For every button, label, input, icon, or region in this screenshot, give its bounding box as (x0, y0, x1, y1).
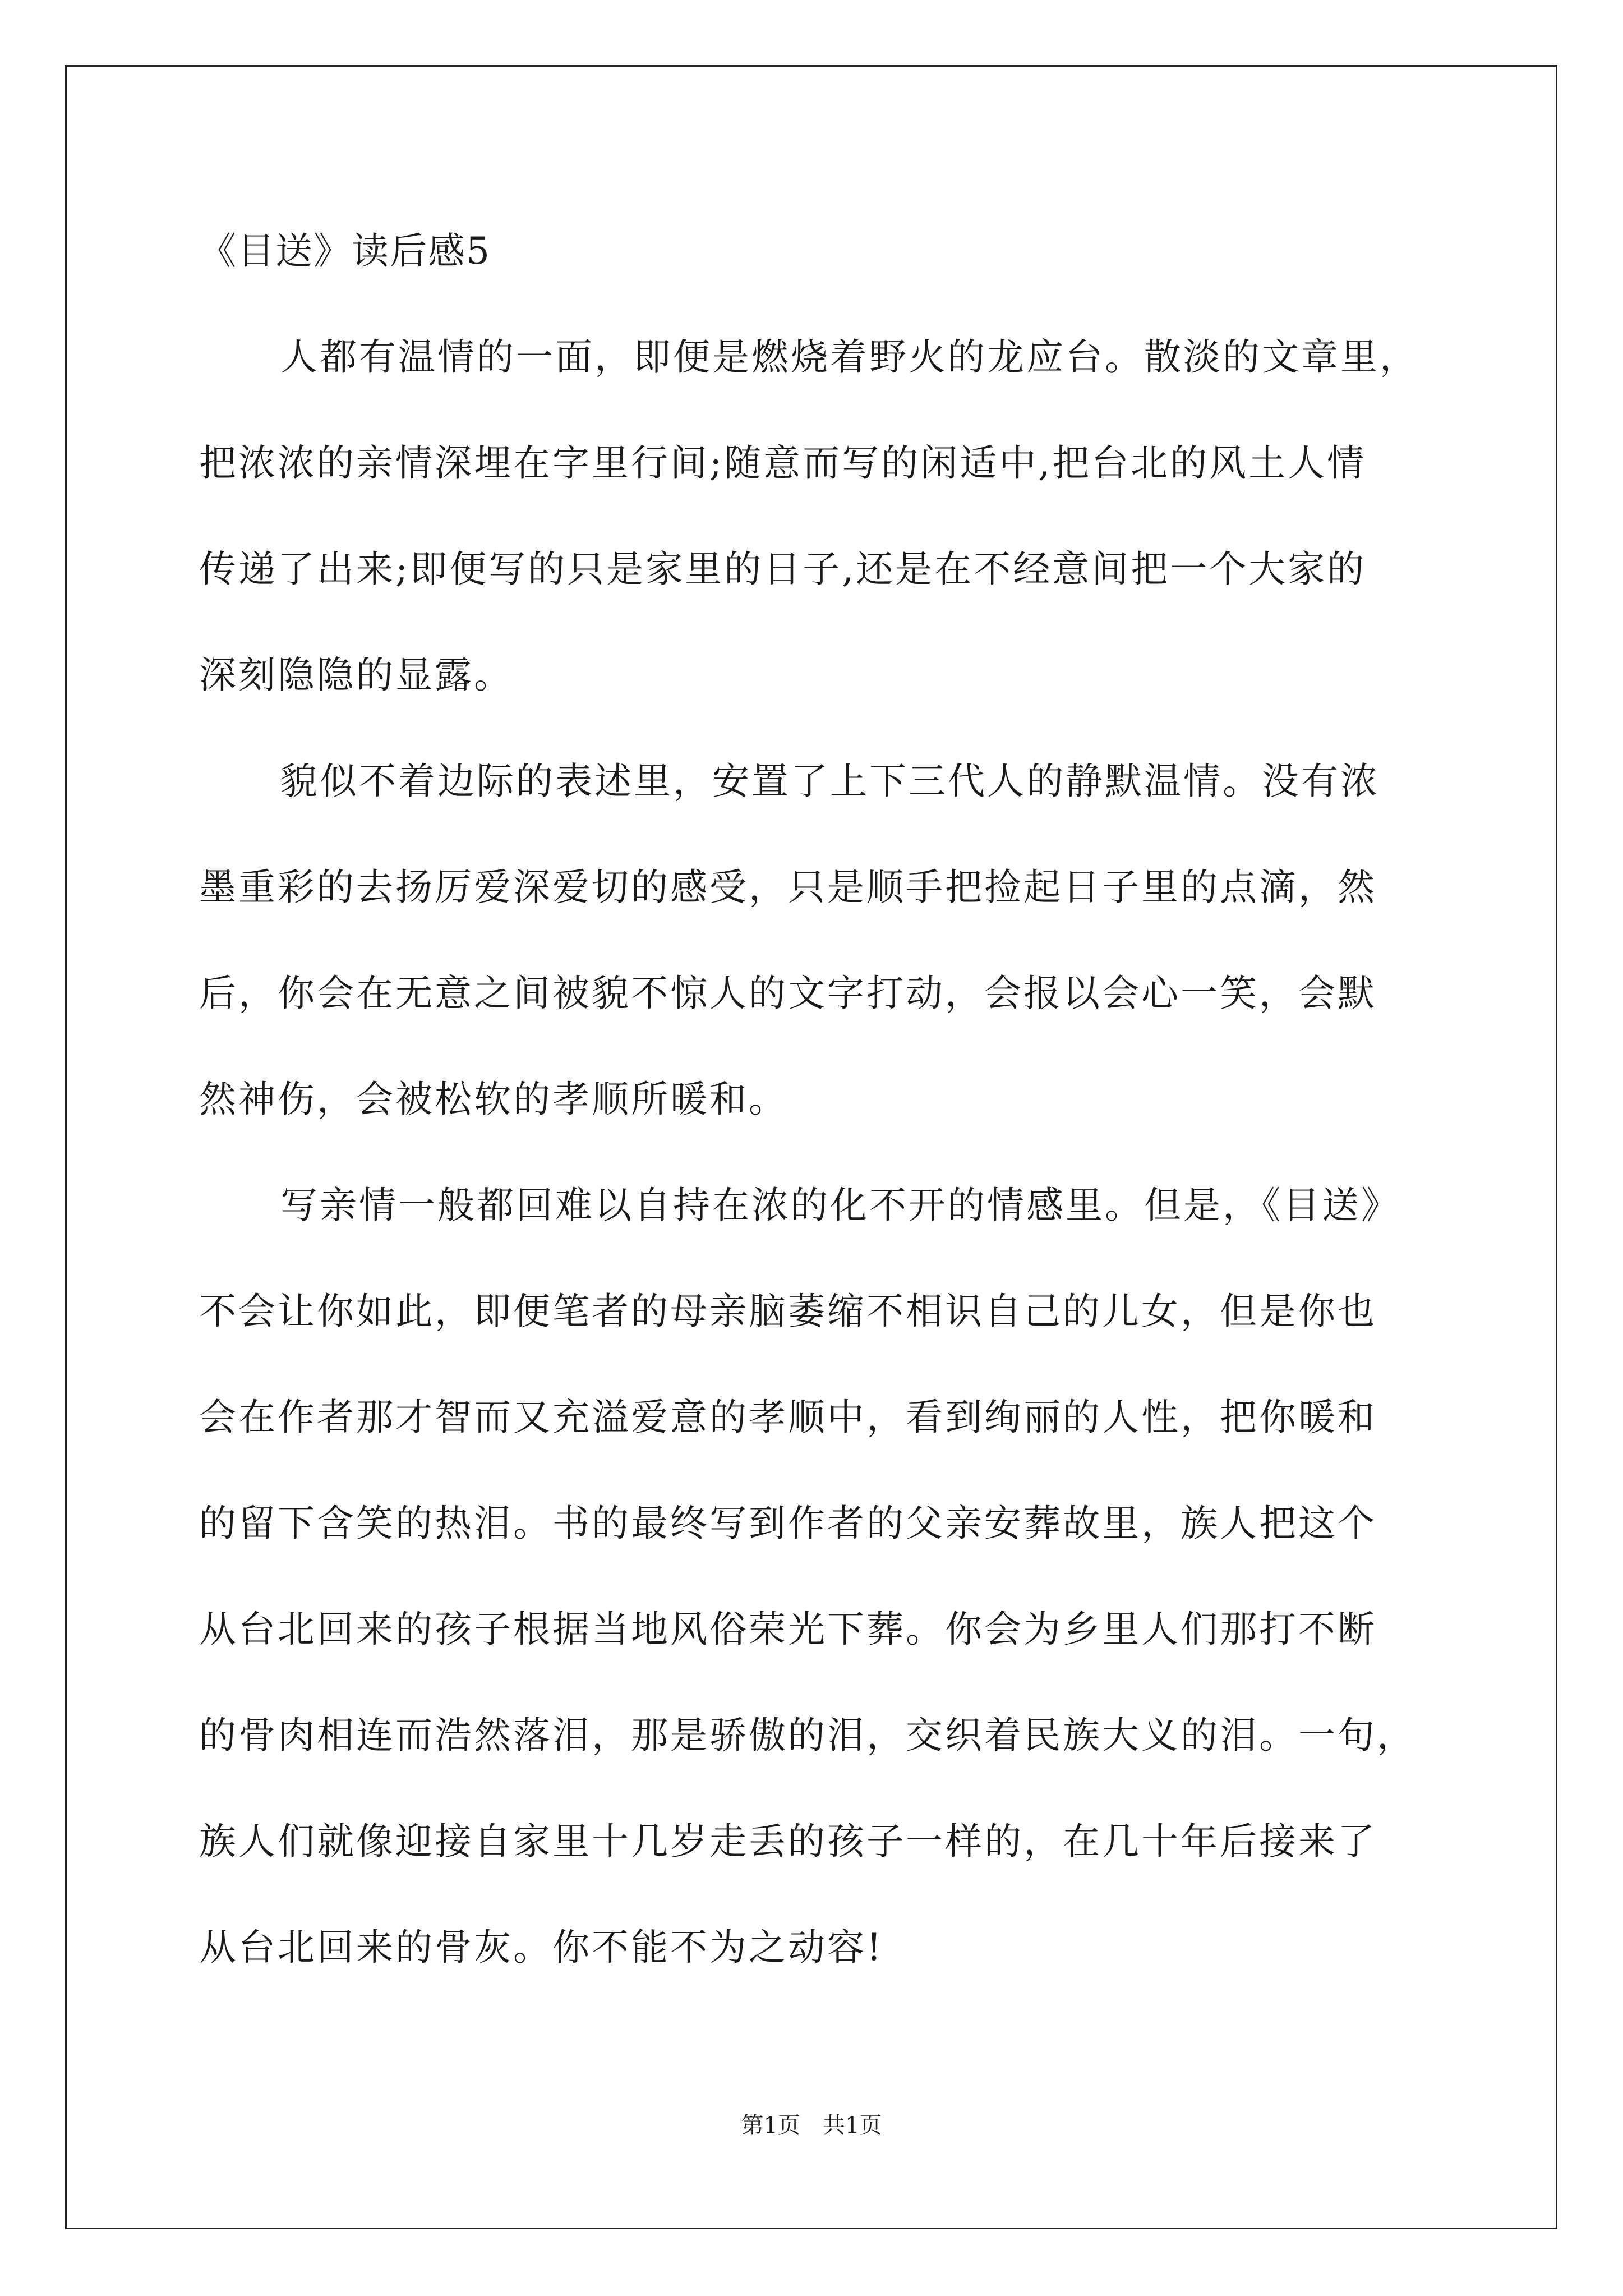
paragraph-1-line-2: 把浓浓的亲情深埋在字里行间;随意而写的闲适中,把台北的风土人情 (199, 441, 1367, 485)
paragraph-1-line-3: 传递了出来;即便写的只是家里的日子,还是在不经意间把一个大家的 (199, 547, 1367, 591)
paragraph-2-line-2: 墨重彩的去扬厉爱深爱切的感受，只是顺手把捡起日子里的点滴，然 (199, 866, 1377, 909)
paragraph-3-line-5: 从台北回来的孩子根据当地风俗荣光下葬。你会为乡里人们那打不断 (199, 1608, 1377, 1651)
paragraph-3-line-7: 族人们就像迎接自家里十几岁走丢的孩子一样的，在几十年后接来了 (199, 1820, 1377, 1863)
paragraph-2-line-3: 后，你会在无意之间被貌不惊人的文字打动，会报以会心一笑，会默 (199, 972, 1377, 1015)
page-number-footer: 第1页 共1页 (741, 2113, 882, 2138)
paragraph-2-line-4: 然神伤，会被松软的孝顺所暖和。 (199, 1078, 788, 1121)
paragraph-3-line-2: 不会让你如此，即便笔者的母亲脑萎缩不相识自己的儿女，但是你也 (199, 1290, 1377, 1333)
paragraph-3-line-6: 的骨肉相连而浩然落泪，那是骄傲的泪，交织着民族大义的泪。一句， (199, 1714, 1416, 1757)
paragraph-2-line-1: 貌似不着边际的表述里，安置了上下三代人的静默温情。没有浓 (280, 760, 1380, 803)
paragraph-3-line-8: 从台北回来的骨灰。你不能不为之动容! (199, 1926, 884, 1969)
page-border (65, 65, 1557, 2229)
paragraph-1-line-1: 人都有温情的一面，即便是燃烧着野火的龙应台。散淡的文章里， (280, 335, 1419, 379)
paragraph-3-line-1: 写亲情一般都回难以自持在浓的化不开的情感里。但是，《目送》 (280, 1184, 1400, 1227)
paragraph-1-line-4: 深刻隐隐的显露。 (199, 654, 513, 697)
paragraph-3-line-4: 的留下含笑的热泪。书的最终写到作者的父亲安葬故里，族人把这个 (199, 1502, 1377, 1545)
document-title: 《目送》读后感5 (199, 229, 491, 273)
paragraph-3-line-3: 会在作者那才智而又充溢爱意的孝顺中，看到绚丽的人性，把你暖和 (199, 1396, 1377, 1439)
